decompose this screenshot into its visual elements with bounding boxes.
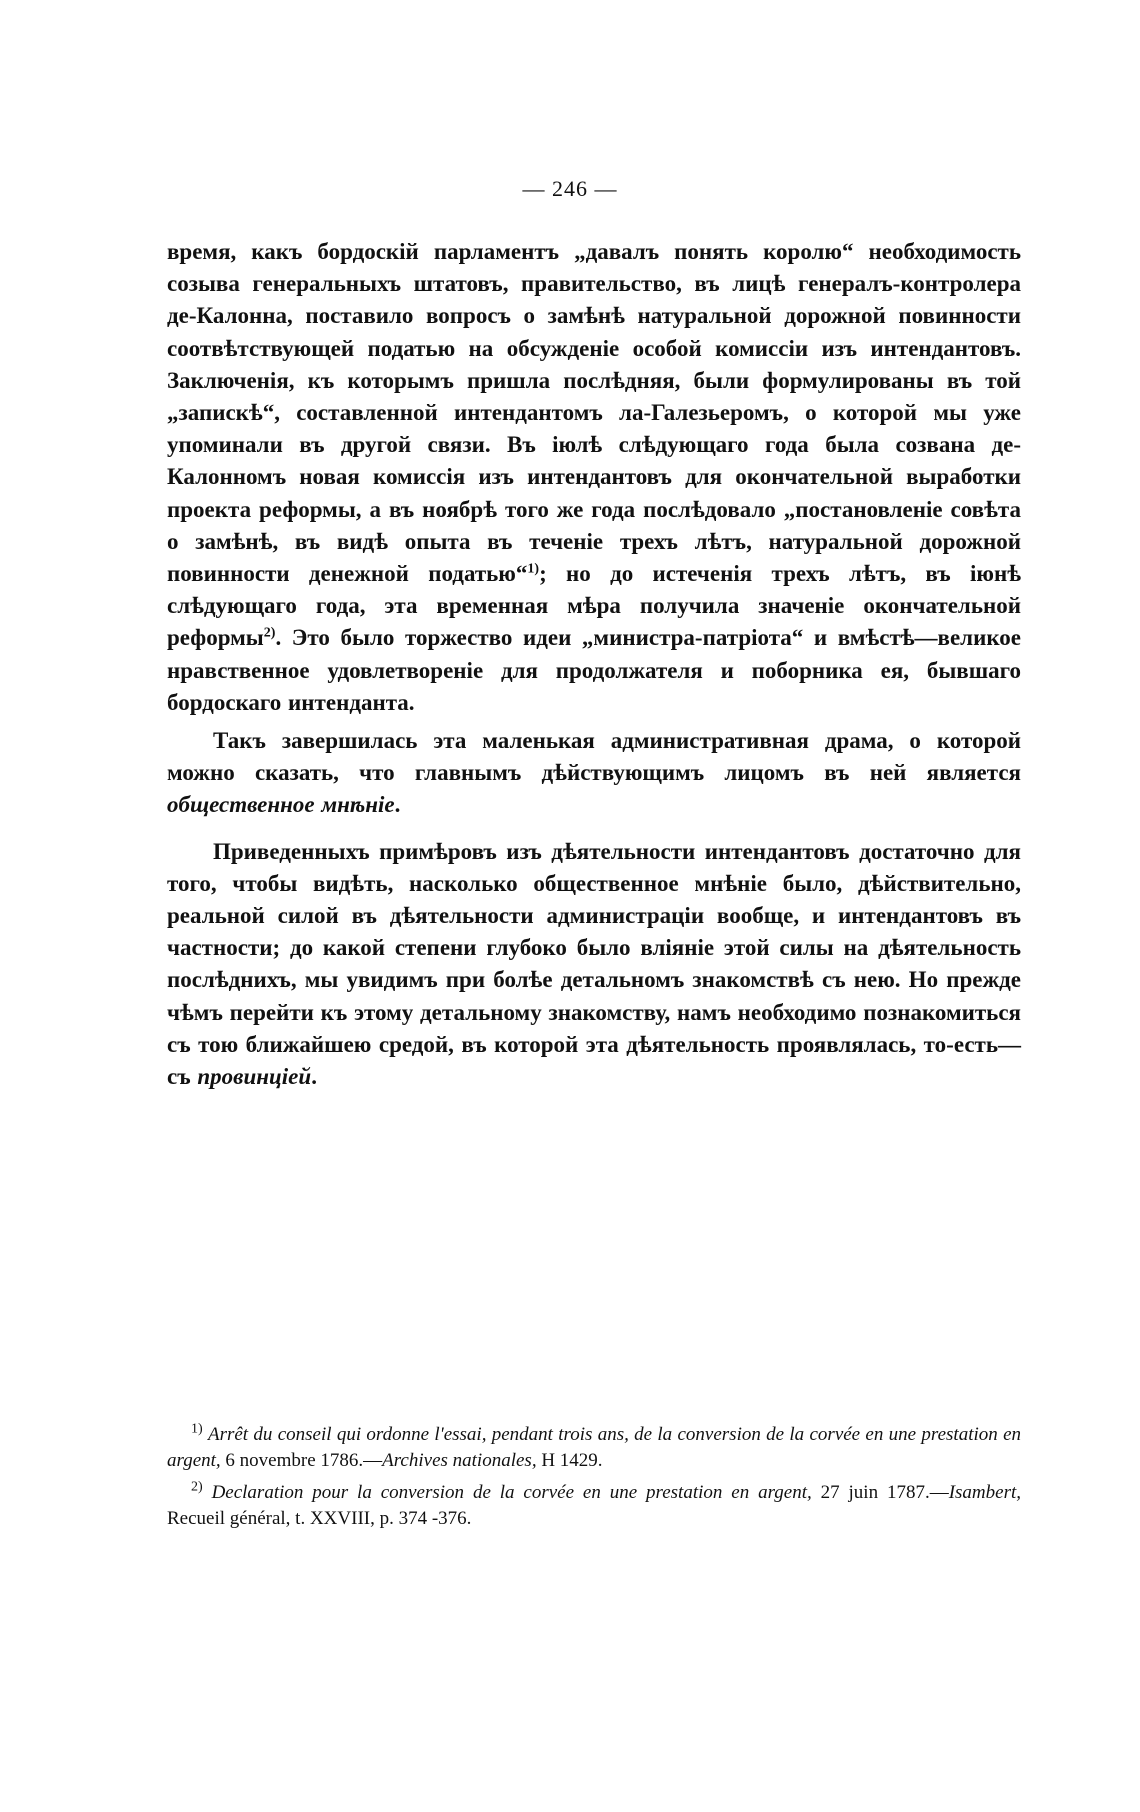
footnote-italic: Isambert,: [948, 1482, 1022, 1503]
footnote-number: 1): [191, 1421, 203, 1437]
text-segment: . Это было торжество идеи „министра-патріота“ и вмѣстѣ—великое нравственное удовлетвореніе для продолжателя и поборника ея, бывшаго бордоскаго интенданта.: [167, 625, 1021, 715]
body-text: [167, 236, 1021, 1093]
paragraph: [167, 236, 1021, 719]
text-segment: время, какъ бордоскій парламентъ „давалъ понять королю“ необходимость созыва генеральныхъ штатовъ, правительство, въ лицѣ генералъ-контролера де-Калонна, поставило вопросъ о замѣнѣ натуральной дорожной повинности соотвѣтствующей податью на обсужденіе особой комиссіи изъ интендантовъ. Заключенія, къ которымъ пришла послѣдняя, были формулированы въ той „запискѣ“, составленной интендантомъ ла-Галезьеромъ, о которой мы уже упоминали въ другой связи. Въ іюлѣ слѣдующаго года была созвана де-Калонномъ новая комиссія изъ интендантовъ для окончательной выработки проекта реформы, а въ ноябрѣ того же года послѣдовало „постановленіе совѣта о замѣнѣ, въ видѣ опыта въ теченіе трехъ лѣтъ, натуральной дорожной повинности денежной податью“: [167, 239, 1021, 587]
footnote-text: 27 juin 1787.—: [811, 1482, 949, 1503]
footnote-ref: 2): [263, 625, 276, 641]
footnote-number: 2): [191, 1479, 203, 1495]
page-number: — 246 —: [522, 176, 618, 201]
footnote-italic: Archives nationales,: [382, 1450, 537, 1471]
text-segment: ; но до истеченія трехъ лѣтъ, въ іюнѣ слѣдующаго года, эта временная мѣра получила значеніе окончательной реформы: [167, 561, 1022, 651]
footnote-ref: 1): [527, 561, 540, 577]
footnotes: [167, 1422, 1021, 1538]
text-segment: .: [311, 1064, 317, 1090]
footnote-text: Recueil général, t. XXVIII, p. 374 -376.: [167, 1508, 472, 1529]
footnote-italic: Arrêt du conseil qui ordonne l'essai, pendant trois ans, de la conversion de la corvée en une prestation en argent,: [167, 1424, 1022, 1471]
paragraph: [167, 836, 1021, 1094]
emphasis-text: общественное мнѣніе: [167, 792, 395, 818]
text-segment: Такъ завершилась эта маленькая административная драма, о которой можно сказать, что главнымъ дѣйствующимъ лицомъ въ ней является: [167, 728, 1021, 786]
paragraph: [167, 725, 1021, 822]
footnote-text: 6 novembre 1786.—: [220, 1450, 383, 1471]
text-segment: Приведенныхъ примѣровъ изъ дѣятельности интендантовъ достаточно для того, чтобы видѣть, насколько общественное мнѣніе было, дѣйствительно, реальной силой въ дѣятельности администраціи вообще, и интендантовъ въ частности; до какой степени глубоко было вліяніе этой силы на дѣятельность послѣднихъ, мы увидимъ при болѣе детальномъ знакомствѣ съ нею. Но прежде чѣмъ перейти къ этому детальному знакомству, намъ необходимо познакомиться съ тою ближайшею средой, въ которой эта дѣятельность проявлялась, то-есть—съ: [167, 838, 1021, 1090]
footnote-text: H 1429.: [536, 1450, 603, 1471]
footnote: [167, 1480, 1021, 1532]
text-segment: .: [394, 792, 401, 818]
footnote-italic: Declaration pour la conversion de la corvée en une prestation en argent,: [211, 1482, 812, 1503]
footnote: [167, 1422, 1021, 1474]
emphasis-text: провинціей: [197, 1064, 312, 1090]
